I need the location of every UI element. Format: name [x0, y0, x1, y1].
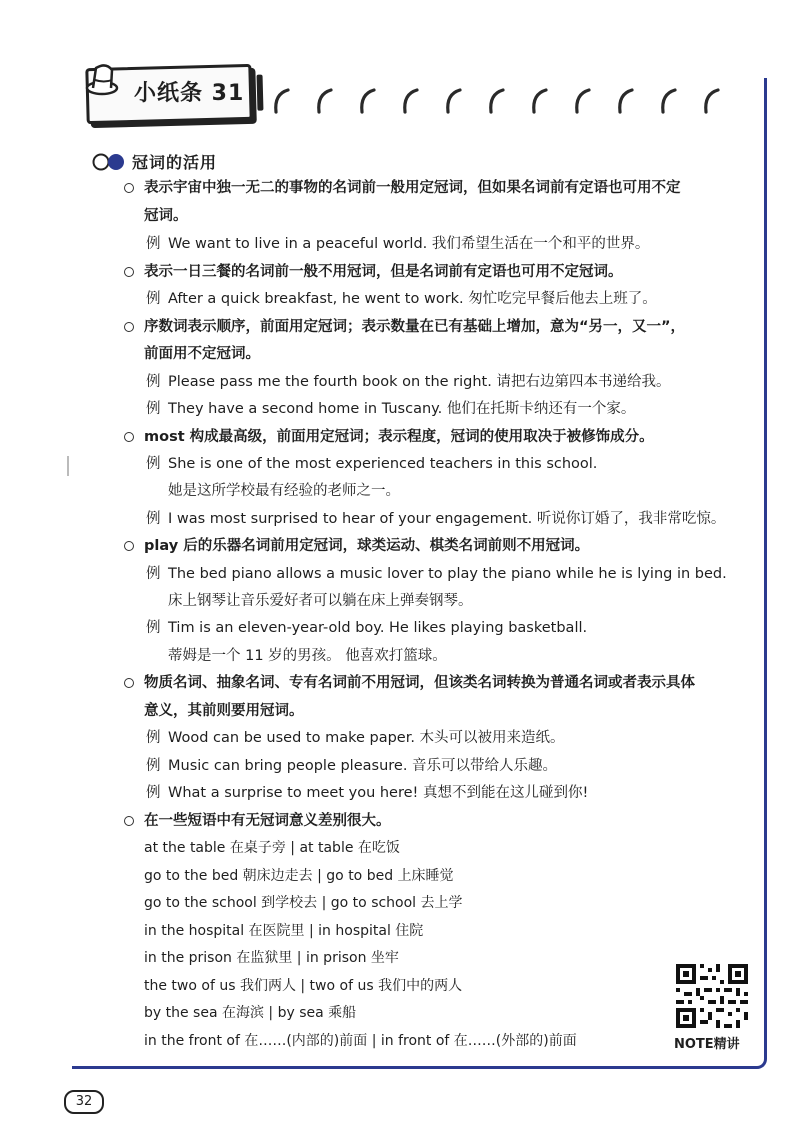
example-text: They have a second home in Tuscany. 他们在托斯卡纳还有一个家。	[168, 401, 636, 417]
rule-text: 序数词表示顺序，前面用定冠词；表示数量在已有基础上增加，意为“另一，又一”，	[144, 319, 686, 335]
example-label: 例	[146, 566, 161, 582]
rule-text-continued: 冠词。	[144, 208, 188, 224]
bullet-icon	[124, 541, 134, 551]
example-label: 例	[146, 758, 161, 774]
rule-text: 物质名词、抽象名词、专有名词前不用冠词，但该类名词转换为普通名词或者表示具体	[144, 675, 695, 691]
page-number: 32	[64, 1090, 104, 1114]
example-text: She is one of the most experienced teachers in this school.	[168, 456, 598, 472]
ring-5	[448, 90, 460, 112]
rule-text: most 构成最高级，前面用定冠词；表示程度，冠词的使用取决于被修饰成分。	[144, 429, 654, 445]
example-text: What a surprise to meet you here! 真想不到能在这儿碰到你!	[168, 785, 589, 801]
bullet-icon	[124, 322, 134, 332]
example-label: 例	[146, 730, 161, 746]
ring-1	[276, 90, 288, 112]
binder-rings	[268, 84, 738, 124]
example-label: 例	[146, 291, 161, 307]
example-label: 例	[146, 236, 161, 252]
rule-text-continued: 前面用不定冠词。	[144, 346, 260, 362]
example-label: 例	[146, 401, 161, 417]
ring-6	[491, 90, 503, 112]
ring-7	[534, 90, 546, 112]
example-translation: 她是这所学校最有经验的老师之一。	[168, 483, 400, 499]
example-text: Please pass me the fourth book on the right. 请把右边第四本书递给我。	[168, 374, 671, 390]
section-title: 冠词的活用	[132, 153, 218, 172]
rule-text: 表示宇宙中独一无二的事物的名词前一般用定冠词，但如果名词前有定语也可用不定	[144, 180, 681, 196]
ring-10	[663, 90, 675, 112]
rule-text-continued: 意义，其前则要用冠词。	[144, 703, 304, 719]
hat-icon	[82, 58, 128, 104]
page-title: 小纸条 31	[134, 81, 245, 106]
phrase-line: go to the school 到学校去 | go to school 去上学	[144, 895, 463, 911]
example-label: 例	[146, 511, 161, 527]
ring-2	[319, 90, 331, 112]
rule-text: play 后的乐器名词前用定冠词，球类运动、棋类名词前则不用冠词。	[144, 538, 590, 554]
example-translation: 蒂姆是一个 11 岁的男孩。 他喜欢打篮球。	[168, 648, 447, 664]
qr-code-icon[interactable]	[672, 960, 752, 1032]
phrase-line: in the prison 在监狱里 | in prison 坐牢	[144, 950, 399, 966]
phrase-line: in the front of 在……(内部的)前面 | in front of 在……(外部的)前面	[144, 1033, 577, 1049]
example-label: 例	[146, 456, 161, 472]
ring-9	[620, 90, 632, 112]
bullet-icon	[124, 183, 134, 193]
example-text: Tim is an eleven-year-old boy. He likes playing basketball.	[168, 620, 588, 636]
ring-8	[577, 90, 589, 112]
rule-text: 在一些短语中有无冠词意义差别很大。	[144, 813, 391, 829]
example-text: The bed piano allows a music lover to play the piano while he is lying in bed.	[168, 566, 727, 582]
phrase-line: at the table 在桌子旁 | at table 在吃饭	[144, 840, 400, 856]
ring-3	[362, 90, 374, 112]
example-label: 例	[146, 620, 161, 636]
example-text: Wood can be used to make paper. 木头可以被用来造纸。	[168, 730, 565, 746]
phrase-line: in the hospital 在医院里 | in hospital 住院	[144, 923, 424, 939]
ring-4	[405, 90, 417, 112]
bullet-icon	[124, 816, 134, 826]
rule-text: 表示一日三餐的名词前一般不用冠词，但是名词前有定语也可用不定冠词。	[144, 264, 623, 280]
example-label: 例	[146, 785, 161, 801]
margin-mark	[67, 456, 69, 476]
phrase-line: go to the bed 朝床边走去 | go to bed 上床睡觉	[144, 868, 454, 884]
example-translation: 床上钢琴让音乐爱好者可以躺在床上弹奏钢琴。	[168, 593, 473, 609]
example-label: 例	[146, 374, 161, 390]
ring-11	[706, 90, 718, 112]
example-text: After a quick breakfast, he went to work. 匆忙吃完早餐后他去上班了。	[168, 291, 657, 307]
qr-caption: NOTE精讲	[674, 1037, 740, 1052]
bullet-icon	[124, 267, 134, 277]
example-text: We want to live in a peaceful world. 我们希望生活在一个和平的世界。	[168, 236, 650, 252]
example-text: I was most surprised to hear of your engagement. 听说你订婚了，我非常吃惊。	[168, 511, 726, 527]
toggle-icon	[92, 153, 126, 171]
phrase-line: the two of us 我们两人 | two of us 我们中的两人	[144, 978, 463, 994]
bullet-icon	[124, 432, 134, 442]
section-header	[92, 150, 217, 173]
example-text: Music can bring people pleasure. 音乐可以带给人乐趣。	[168, 758, 558, 774]
bullet-icon	[124, 678, 134, 688]
phrase-line: by the sea 在海滨 | by sea 乘船	[144, 1005, 357, 1021]
